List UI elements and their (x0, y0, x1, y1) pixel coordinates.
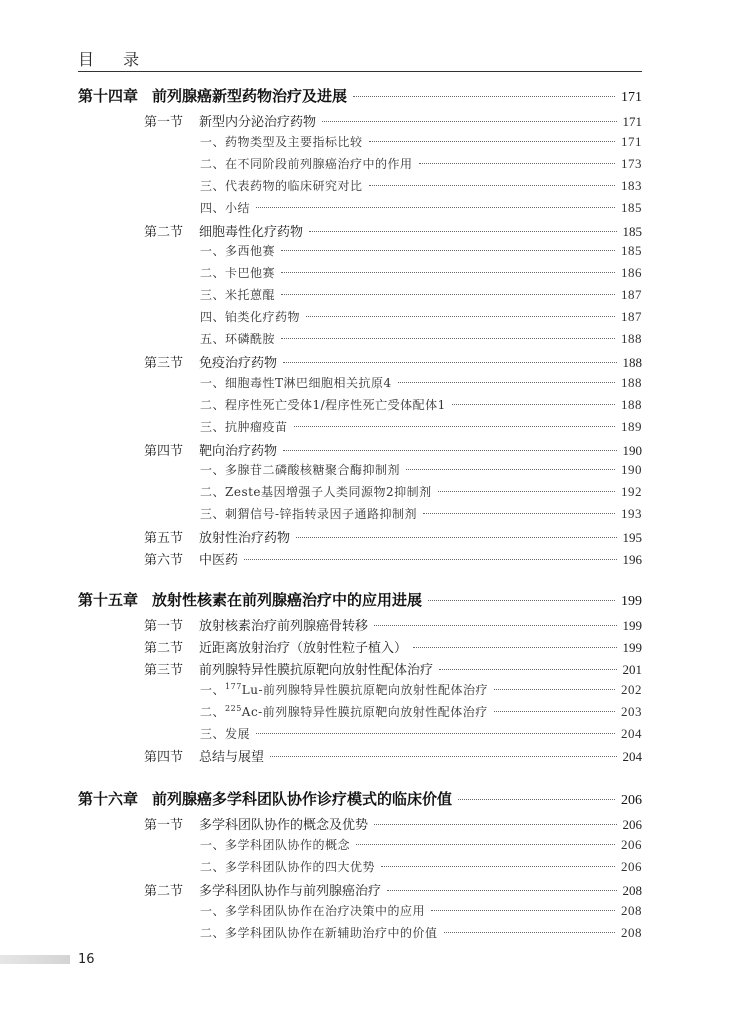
dot-leader (369, 185, 615, 186)
header-rule (78, 71, 642, 72)
toc-chapter-heading (78, 788, 642, 809)
subitem-prefix: 一、 (200, 682, 226, 697)
toc-section-entry (144, 746, 642, 767)
subitem-page-number: 188 (621, 374, 642, 390)
subitem-page-number: 202 (621, 681, 642, 697)
chapter-page-number: 199 (621, 594, 642, 609)
subitem-page-number: 171 (621, 133, 642, 149)
dot-leader (244, 559, 616, 560)
dot-leader (413, 647, 616, 648)
subitem-title (200, 133, 363, 150)
subitem-page-number: 185 (621, 199, 642, 215)
section-number: 第四节 (144, 750, 184, 766)
subitem-text: 二、程序性死亡受体1/程序性死亡受体配体1 (200, 397, 446, 412)
toc-section-entry (144, 549, 642, 570)
subitem-page-number: 189 (621, 418, 642, 434)
toc-subitem-entry (200, 924, 642, 945)
subitem-text: 一、多学科团队协作的概念 (200, 837, 351, 852)
subitem-title (200, 483, 432, 500)
subitem-text: 一、细胞毒性T淋巴细胞相关抗原4 (200, 375, 392, 390)
subitem-text: 一、药物类型及主要指标比较 (200, 134, 363, 149)
subitem-page-number: 187 (621, 287, 642, 303)
subitem-title (200, 330, 275, 347)
toc-section-entry (144, 111, 642, 132)
subitem-page-number: 186 (621, 265, 642, 281)
toc-section-entry (144, 527, 642, 548)
dot-leader (387, 890, 616, 891)
section-number: 第四节 (144, 443, 184, 459)
dot-leader (428, 600, 615, 601)
dot-leader (322, 121, 616, 122)
subitem-text: 三、米托蒽醌 (200, 288, 276, 303)
subitem-title (200, 836, 350, 853)
dot-leader (281, 294, 615, 295)
toc-chapter-heading (78, 85, 642, 106)
subitem-text: 三、抗肿瘤疫苗 (200, 419, 288, 434)
dot-leader (398, 382, 615, 383)
section-title: 新型内分泌治疗药物 (199, 115, 317, 130)
toc-section-entry (144, 221, 642, 242)
section-number: 第二节 (144, 883, 184, 899)
isotope-mass-number: 177 (225, 681, 242, 691)
dot-leader (281, 250, 615, 251)
chapter-page-number: 206 (621, 793, 642, 808)
dot-leader (309, 231, 616, 232)
section-title: 多学科团队协作的概念及优势 (199, 818, 369, 833)
subitem-text: 二、Zeste基因增强子人类同源物2抑制剂 (200, 485, 432, 500)
section-page-number: 171 (622, 114, 642, 129)
dot-leader (374, 824, 616, 825)
section-page-number: 204 (622, 749, 642, 765)
toc-header-label: 目 录 (78, 50, 152, 69)
subitem-text: Ac-前列腺特异性膜抗原靶向放射性配体治疗 (241, 704, 488, 719)
subitem-title (200, 858, 375, 875)
toc-section-entry (144, 880, 642, 901)
dot-leader (256, 207, 615, 208)
subitem-prefix: 二、 (200, 704, 226, 719)
subitem-page-number: 204 (621, 725, 642, 741)
subitem-page-number: 173 (621, 155, 642, 171)
subitem-page-number: 187 (621, 309, 642, 325)
dot-leader (419, 163, 615, 164)
section-number: 第六节 (144, 553, 184, 568)
chapter-number: 第十四章 (78, 87, 139, 105)
subitem-page-number: 185 (621, 243, 642, 259)
toc-subitem-entry (200, 681, 642, 702)
dot-leader (494, 689, 615, 690)
dot-leader (356, 844, 615, 845)
section-title: 放射核素治疗前列腺癌骨转移 (199, 619, 369, 634)
subitem-text: 二、卡巴他赛 (200, 266, 276, 281)
subitem-title (200, 177, 363, 194)
section-number: 第二节 (144, 224, 184, 240)
subitem-text: 一、多西他赛 (200, 244, 276, 259)
section-title: 近距离放射治疗（放射性粒子植入） (199, 640, 408, 656)
dot-leader (406, 469, 615, 470)
subitem-text: 二、在不同阶段前列腺癌治疗中的作用 (200, 156, 413, 171)
section-title: 细胞毒性化疗药物 (199, 224, 304, 240)
dot-leader (431, 910, 615, 911)
dot-leader (452, 404, 615, 405)
section-page-number: 188 (622, 354, 642, 370)
dot-leader (296, 537, 616, 538)
toc-subitem-entry (200, 133, 642, 154)
dot-leader (353, 96, 615, 97)
section-title: 前列腺特异性膜抗原靶向放射性配体治疗 (199, 662, 434, 678)
dot-leader (283, 450, 616, 451)
section-page-number: 196 (622, 552, 642, 567)
subitem-title (200, 264, 275, 281)
toc-subitem-entry (200, 330, 642, 351)
toc-subitem-entry (200, 396, 642, 417)
subitem-text: 三、代表药物的临床研究对比 (200, 178, 363, 193)
chapter-title: 前列腺癌新型药物治疗及进展 (152, 87, 348, 105)
toc-subitem-entry (200, 836, 642, 857)
subitem-title (200, 725, 250, 742)
section-number: 第五节 (144, 531, 184, 547)
section-page-number: 201 (622, 661, 642, 677)
subitem-page-number: 190 (621, 462, 642, 478)
section-page-number: 199 (622, 618, 642, 633)
subitem-text: 三、发展 (200, 726, 251, 741)
toc-subitem-entry (200, 242, 642, 263)
section-title: 放射性治疗药物 (199, 531, 291, 547)
subitem-text: 一、多学科团队协作在治疗决策中的应用 (200, 903, 426, 918)
subitem-text: Lu-前列腺特异性膜抗原靶向放射性配体治疗 (241, 682, 489, 697)
section-page-number: 208 (622, 882, 642, 898)
subitem-title (200, 396, 446, 413)
subitem-page-number: 203 (621, 703, 642, 719)
page-number: 16 (78, 952, 95, 967)
subitem-text: 四、小结 (200, 200, 251, 215)
dot-leader (381, 866, 615, 867)
section-number: 第三节 (144, 355, 184, 371)
dot-leader (306, 316, 615, 317)
toc-subitem-entry (200, 177, 642, 198)
toc-subitem-entry (200, 505, 642, 526)
subitem-page-number: 188 (621, 331, 642, 346)
section-page-number: 206 (622, 817, 642, 832)
section-title: 中医药 (199, 553, 239, 568)
toc-subitem-entry (200, 725, 642, 746)
section-number: 第一节 (144, 115, 184, 130)
dot-leader (281, 272, 615, 273)
subitem-text: 一、多腺苷二磷酸核糖聚合酶抑制剂 (200, 463, 401, 478)
section-title: 免疫治疗药物 (199, 355, 278, 371)
toc-section-entry (144, 659, 642, 680)
chapter-number: 第十六章 (78, 790, 139, 808)
subitem-page-number: 206 (621, 858, 642, 874)
dot-leader (294, 426, 615, 427)
subitem-title (200, 924, 438, 941)
dot-leader (283, 362, 616, 363)
toc-subitem-entry (200, 418, 642, 439)
subitem-title (200, 155, 413, 172)
dot-leader (281, 338, 615, 339)
section-number: 第一节 (144, 619, 184, 634)
toc-subitem-entry (200, 703, 642, 724)
subitem-text: 二、多学科团队协作在新辅助治疗中的价值 (200, 925, 438, 940)
section-title: 靶向治疗药物 (199, 443, 278, 459)
section-page-number: 195 (622, 530, 642, 546)
subitem-title (200, 902, 425, 919)
subitem-page-number: 208 (621, 924, 642, 940)
dot-leader (423, 513, 615, 514)
section-title: 多学科团队协作与前列腺癌治疗 (199, 883, 382, 899)
dot-leader (439, 669, 616, 670)
toc-subitem-entry (200, 286, 642, 307)
subitem-text: 五、环磷酰胺 (200, 332, 276, 346)
subitem-title (200, 286, 275, 303)
toc-subitem-entry (200, 902, 642, 923)
section-number: 第二节 (144, 640, 184, 656)
subitem-page-number: 183 (621, 177, 642, 193)
dot-leader (438, 491, 615, 492)
dot-leader (270, 756, 616, 757)
toc-subitem-entry (200, 155, 642, 176)
subitem-title (200, 505, 417, 522)
section-title: 总结与展望 (199, 750, 265, 766)
subitem-title (200, 703, 488, 720)
toc-subitem-entry (200, 858, 642, 879)
subitem-text: 三、刺猬信号-锌指转录因子通路抑制剂 (200, 507, 418, 522)
section-number: 第三节 (144, 662, 184, 678)
toc-subitem-entry (200, 374, 642, 395)
chapter-page-number: 171 (621, 90, 642, 105)
subitem-title (200, 308, 300, 325)
subitem-page-number: 188 (621, 396, 642, 412)
toc-section-entry (144, 615, 642, 636)
toc-subitem-entry (200, 308, 642, 329)
toc-subitem-entry (200, 461, 642, 482)
dot-leader (494, 711, 615, 712)
dot-leader (444, 932, 615, 933)
toc-subitem-entry (200, 199, 642, 220)
isotope-mass-number: 225 (225, 703, 242, 713)
section-page-number: 185 (622, 223, 642, 239)
chapter-number: 第十五章 (78, 591, 139, 609)
section-number: 第一节 (144, 818, 184, 833)
dot-leader (369, 141, 615, 142)
subitem-page-number: 208 (621, 902, 642, 918)
chapter-title: 前列腺癌多学科团队协作诊疗模式的临床价值 (152, 790, 453, 808)
dot-leader (374, 625, 616, 626)
subitem-page-number: 193 (621, 506, 642, 522)
subitem-page-number: 192 (621, 484, 642, 500)
dot-leader (458, 799, 615, 800)
section-page-number: 190 (622, 442, 642, 458)
section-page-number: 199 (622, 639, 642, 655)
subitem-title (200, 418, 288, 435)
toc-chapter-heading (78, 589, 642, 610)
subitem-title (200, 374, 392, 391)
subitem-text: 二、多学科团队协作的四大优势 (200, 859, 376, 874)
subitem-title (200, 461, 400, 478)
dot-leader (256, 733, 615, 734)
subitem-page-number: 206 (621, 836, 642, 852)
chapter-title: 放射性核素在前列腺癌治疗中的应用进展 (152, 591, 423, 609)
subitem-title (200, 199, 250, 216)
subitem-title (200, 242, 275, 259)
footer-decor-bar (0, 955, 70, 964)
toc-section-entry (144, 440, 642, 461)
subitem-text: 四、铂类化疗药物 (200, 310, 301, 325)
toc-section-entry (144, 814, 642, 835)
subitem-title (200, 681, 488, 698)
toc-subitem-entry (200, 483, 642, 504)
toc-section-entry (144, 637, 642, 658)
toc-section-entry (144, 352, 642, 373)
toc-subitem-entry (200, 264, 642, 285)
